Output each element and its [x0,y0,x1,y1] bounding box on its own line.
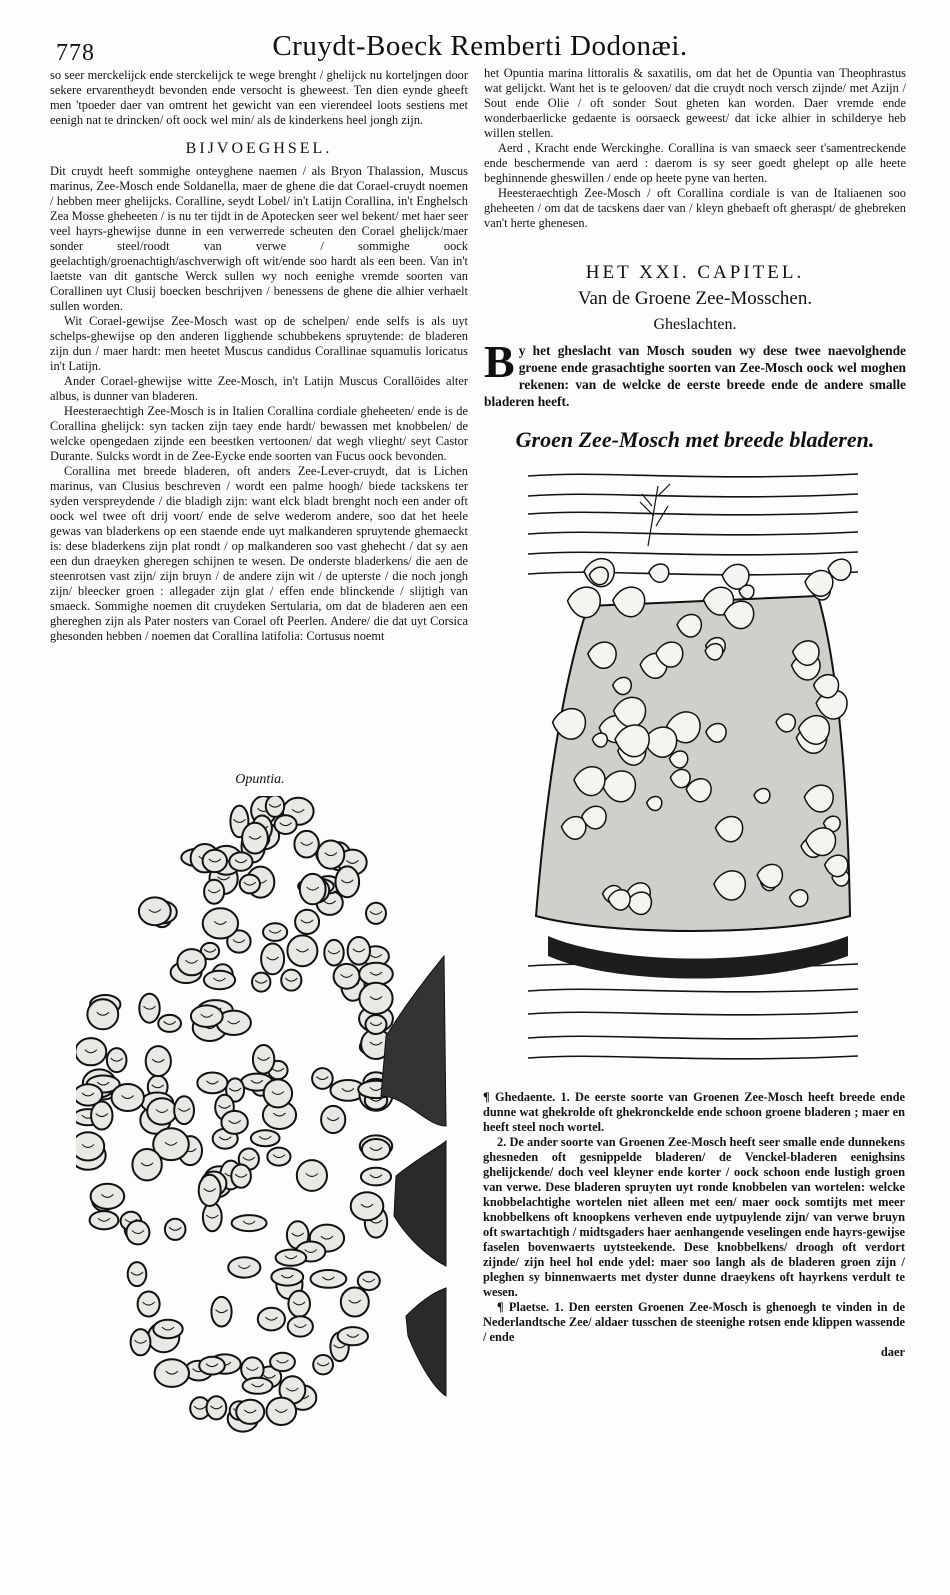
opuntia-pad [288,1316,313,1336]
opuntia-pad [263,923,287,941]
chapter-heading-block [484,262,906,334]
opuntia-pad [76,1038,106,1065]
opuntia-pad [211,1297,231,1327]
bijvoeghsel-paragraph-4: Heesteraechtigh Zee-Mosch is in Italien Corallina cordiale gheheeten/ ende is de Corallina ghelijck: syn tacken zijn taey ende hardt/ bewassen met knobbelen/ de welcke opengedaen zijnde een beestken vertoonen/ dat wegh vlieght/ seyt Castor Durante. Sulcks wordt in de Zee-Eycke ende soorten van Fucus oock bevonden. [50,404,468,463]
opuntia-pad [252,973,270,992]
opuntia-pad [231,1165,251,1188]
opuntia-pad [338,1327,368,1345]
opuntia-pad [317,841,344,869]
opuntia-pad [228,1257,260,1277]
opuntia-pad [147,1098,176,1124]
opuntia-pad [153,1320,182,1338]
opuntia-pad [177,949,205,975]
opuntia-pad [253,1045,274,1074]
opuntia-pad [359,983,392,1014]
catchword: daer [880,1345,905,1359]
water-line [528,1056,858,1059]
opuntia-pad [276,1250,307,1266]
opuntia-pad [275,815,297,834]
opuntia-pad [199,1357,225,1375]
plaetse-paragraph: ¶ Plaetse. 1. Den eersten Groenen Zee-Mosch is ghenoegh te vinden in de Nederlandtsche Zee/ aldaer tusschen de steenighe rotsen ende klippen wassende / ende [483,1300,905,1344]
opuntia-pad [204,971,235,990]
chapter-number: HET XXI. CAPITEL. [585,262,805,283]
opuntia-pad [197,1073,227,1094]
opuntia-pad [242,823,268,854]
opuntia-pad [336,866,360,897]
opuntia-pad [267,1398,297,1425]
bijvoeghsel-paragraph-2: Wit Corael-gewijse Zee-Mosch wast op de schelpen/ ende selfs is als uyt schelps-ghewijse op den anderen ligghende schubbekens spruytende: de bladeren zijn dun / maer hardt: men heetet Muscus candidus Corallinae squamulis loricatus in't Latijn. [50,314,468,373]
opuntia-pad [132,1149,161,1180]
opuntia-pad [158,1015,181,1032]
opuntia-pad [203,908,238,938]
section-heading-bijvoeghsel: BIJVOEGHSEL. [185,140,333,157]
water-line [528,552,858,555]
opuntia-pad [221,1111,247,1134]
opuntia-pad [361,1168,391,1186]
chapter-intro-text: y het gheslacht van Mosch souden wy dese twee naevolghende groene ende grasachtighe soorten van Zee-Mosch oock wel moghen rekenen: van de welcke de eerste breede ende de andere smalle bladeren heeft. [484,343,906,409]
opuntia-pad [229,852,252,870]
opuntia-pad [295,910,319,934]
opuntia-pad [207,1396,227,1419]
opuntia-pad [87,999,118,1029]
running-title: Cruydt-Boeck Remberti Dodonæi. [272,30,688,62]
opuntia-pad [348,937,370,965]
opening-paragraph: so seer merckelijck ende sterckelijck te wege brenght / ghelijck nu korteljngen door sekere ervarentheydt bevonden ende versocht is gheweest. Ten dien eynde gheeft men 'tpoeder daer van omtrent het gewicht van een vierendeel loots sestiens met eenigh nat te drincken/ oft oock wel min/ als de kinderkens heel jongh zijn. [50,68,468,127]
opuntia-pad [270,1353,295,1371]
chapter-subtitle: Gheslachten. [653,316,737,333]
opuntia-pad [287,935,317,966]
figure-caption-groen-zee-mosch: Groen Zee-Mosch met breede bladeren. [515,427,875,452]
opuntia-pad [267,1148,290,1166]
opuntia-pad [334,964,360,989]
right-column-bottom [483,1090,905,1360]
opuntia-pad [341,1288,369,1317]
chapter-title: Van de Groene Zee-Mosschen. [577,288,813,309]
opuntia-pad [351,1192,384,1220]
sea-moss-woodcut-illustration [528,466,858,1064]
second-kind-paragraph: 2. De ander soorte van Groenen Zee-Mosch heeft seer smalle ende dunnekens ghesneden oft gesnippelde bladeren/ de Venckel-bladeren eenighsins ghelijckende/ doch veel kleyner ende korter / oock schoon ende lustigh groen van verwe. Dese bladeren spruyten uyt ronde knobbelen van wortelen: welcke knobbelachtighe wortelen niet alleen met een/ maer oock somtijts met meer knobbelkens oft knoopkens verheven ende uytpuylende zijn/ van verwe bruyn oft swartachtigh / midtsgaders haer aenhangende veselingen ende hayrs-gewijse faselen bovenwaerts uytsteekende. Dese knobbelkens/ droogh oft verdort zijnde/ zijn heel hol ende ydel: maer soo langh als de bladeren groen zijn / pleghen sy binnenwaerts met dyster dunne draeykens oft hayrkens verdult te wesen. [483,1135,905,1299]
opuntia-pad [281,970,301,991]
bijvoeghsel-paragraph-1: Dit cruydt heeft sommighe onteyghene naemen / als Bryon Thalassion, Muscus marinus, Zee-Mosch ende Soldanella, maer de ghene die dat Corael-cruydt noemen / hebben meer ghelijcks. Coralline, seydt Lobel/ in't Latijn Corallina, in't Enghelsch Zea Mosse gheheeten / is nu ter tijdt in de Apotecken seer wel bekent/ met haer seer veel hayrs-ghewijse dunne in een verwerrede scheuten den Corael ghelijck/maer sonder steel/roodt van verwe / sommighe oock geelachtigh/groenachtigh/aschverwigh oft wit/ende soo hardt als een been. Van in't laetste van dit gantsche Werck sullen wy noch eenighe vremde soorten van Corallinen uyt Clusij boecken beschrijven / benessens de ghene die alhier verhaelt sullen worden. [50,164,468,313]
water-line [528,532,858,535]
heester-paragraph: Heesteraechtigh Zee-Mosch / oft Corallina cordiale is van de Italiaenen soo gheheeten / om dat de tacskens daer van / kleyn ghebaeft oft gheraspt/ de ghebreken van't herte ghenesen. [484,186,906,230]
page-number: 778 [56,40,95,66]
opuntia-pad [324,940,343,966]
water-line [528,474,858,477]
opuntia-pad [297,1160,327,1191]
opuntia-pad [131,1329,151,1355]
opuntia-pad [243,1378,273,1394]
opuntia-pad [139,897,171,925]
opuntia-pad [358,1272,380,1290]
bijvoeghsel-paragraph-5: Corallina met breede bladeren, oft anders Zee-Lever-cruydt, dat is Lichen marinus, van Clusius beschreven / wordt een palme hoogh/ biede tackskens ter syden verspreydende / die bladigh zijn: want elck bladt brenght noch een ander oft oock wel twee oft drij voort/ ende de selve wederom andere, soo dat het heele gewas van bladerkens op een staende ende uyt malkanderen spruytende ghemaeckt is: dese bladerkens zijn plat rondt / op malkanderen soo vast ghehecht / dat sy aen een dun draeyken gheregen schijnen te wesen. De onderste bladerkens/ die aen de steenrotsen vast zijn/ zijn bruyn / de andere zijn wit / de upterste / die noch jongh zijn/ bleecker groen : allegader zijn glat / effen ende blinckende / slijtigh van smaeck. Sommighe noemen dit cruydeken Sertularia, om dat de bladeren aen een ghereghen zijn als Pater nosters van Corael oft Peerlen. Andere/ die dat uyt Corsica ghesonden hebben / noemen dat Corallina latifolia: Cortusus noemt [50,464,468,643]
opuntia-woodcut-illustration [76,796,448,1448]
opuntia-pad [300,874,326,904]
opuntia-pad [312,1068,333,1089]
opuntia-pad [366,903,386,924]
opuntia-pad [91,1184,125,1209]
sea-moss-leaf [649,564,669,582]
water-line [528,572,858,575]
opuntia-pad [204,880,224,904]
right-column-top [484,66,906,231]
opuntia-pad [232,1215,267,1231]
opuntia-pad [107,1048,127,1072]
ghedaente-paragraph: ¶ Ghedaente. 1. De eerste soorte van Groenen Zee-Mosch heeft breede ende dunne wat ghekrolde oft ghekronckelde ende schoon groene bladeren ; maer en heeft steel noch wortel. [483,1090,905,1134]
water-line [528,1036,858,1039]
bijvoeghsel-paragraph-3: Ander Corael-ghewijse witte Zee-Mosch, in't Latijn Muscus Corallöides alter albus, is dunner van bladeren. [50,374,468,403]
aerd-paragraph: Aerd , Kracht ende Werckinghe. Corallina is van smaeck seer t'samentreckende ende beschermende van aerd : daerom is sy seer goedt ghelept op alle heete beghinnende gheswillen / ende op heete pyne van herten. [484,141,906,185]
opuntia-pad [240,875,260,894]
drop-cap: B [484,336,515,387]
opuntia-pad [313,1355,333,1374]
opuntia-pad [321,1106,345,1133]
opuntia-pad [311,1270,347,1288]
opuntia-pad [294,831,318,858]
water-line [528,989,858,992]
water-line [528,512,858,515]
water-line [528,494,858,497]
opuntia-pad [139,994,159,1023]
opuntia-pad [264,1079,292,1107]
opuntia-pad [126,1221,149,1245]
opuntia-pad [366,1015,387,1034]
opuntia-pad [112,1084,144,1111]
opuntia-pad [76,1132,104,1160]
opuntia-pad [155,1359,189,1387]
opuntia-pad [128,1262,147,1286]
opuntia-pad [362,1139,390,1160]
left-column [50,68,468,644]
opuntia-pad [138,1292,160,1317]
opuntia-pad [165,1219,186,1240]
opuntia-pad [236,1400,264,1424]
opuntia-pad [191,1005,223,1027]
opuntia-pad [271,1268,303,1285]
opuntia-pad [288,1291,310,1317]
opuntia-pad [261,944,284,975]
opuntia-pad [203,850,227,872]
opuntia-pad [199,1175,221,1206]
opuntia-pad [203,1203,222,1232]
figure-caption-opuntia: Opuntia. [235,772,285,787]
water-line [528,1012,858,1015]
opuntia-pad [251,1130,280,1146]
opuntia-pad [76,1084,102,1105]
opuntia-pad [90,1211,119,1229]
opuntia-pad [266,796,284,817]
opuntia-pad [91,1102,112,1130]
opuntia-pad [146,1046,171,1076]
chapter-intro [484,336,906,410]
continuation-paragraph: het Opuntia marina littoralis & saxatilis, om dat het de Opuntia van Theophrastus wat gelijckt. Want het is te gelooven/ dat die cruydt noch versch zijnde/ met Azijn / Sout ende Olie / oft sonder Sout gheten kan worden. Daer vremde ende wonderbaerlicke gedaente is oorsaeck geweest/ dat icke alhier in schilderye heb willen stellen. [484,66,906,140]
opuntia-pad [174,1096,194,1124]
opuntia-pad [258,1308,285,1331]
